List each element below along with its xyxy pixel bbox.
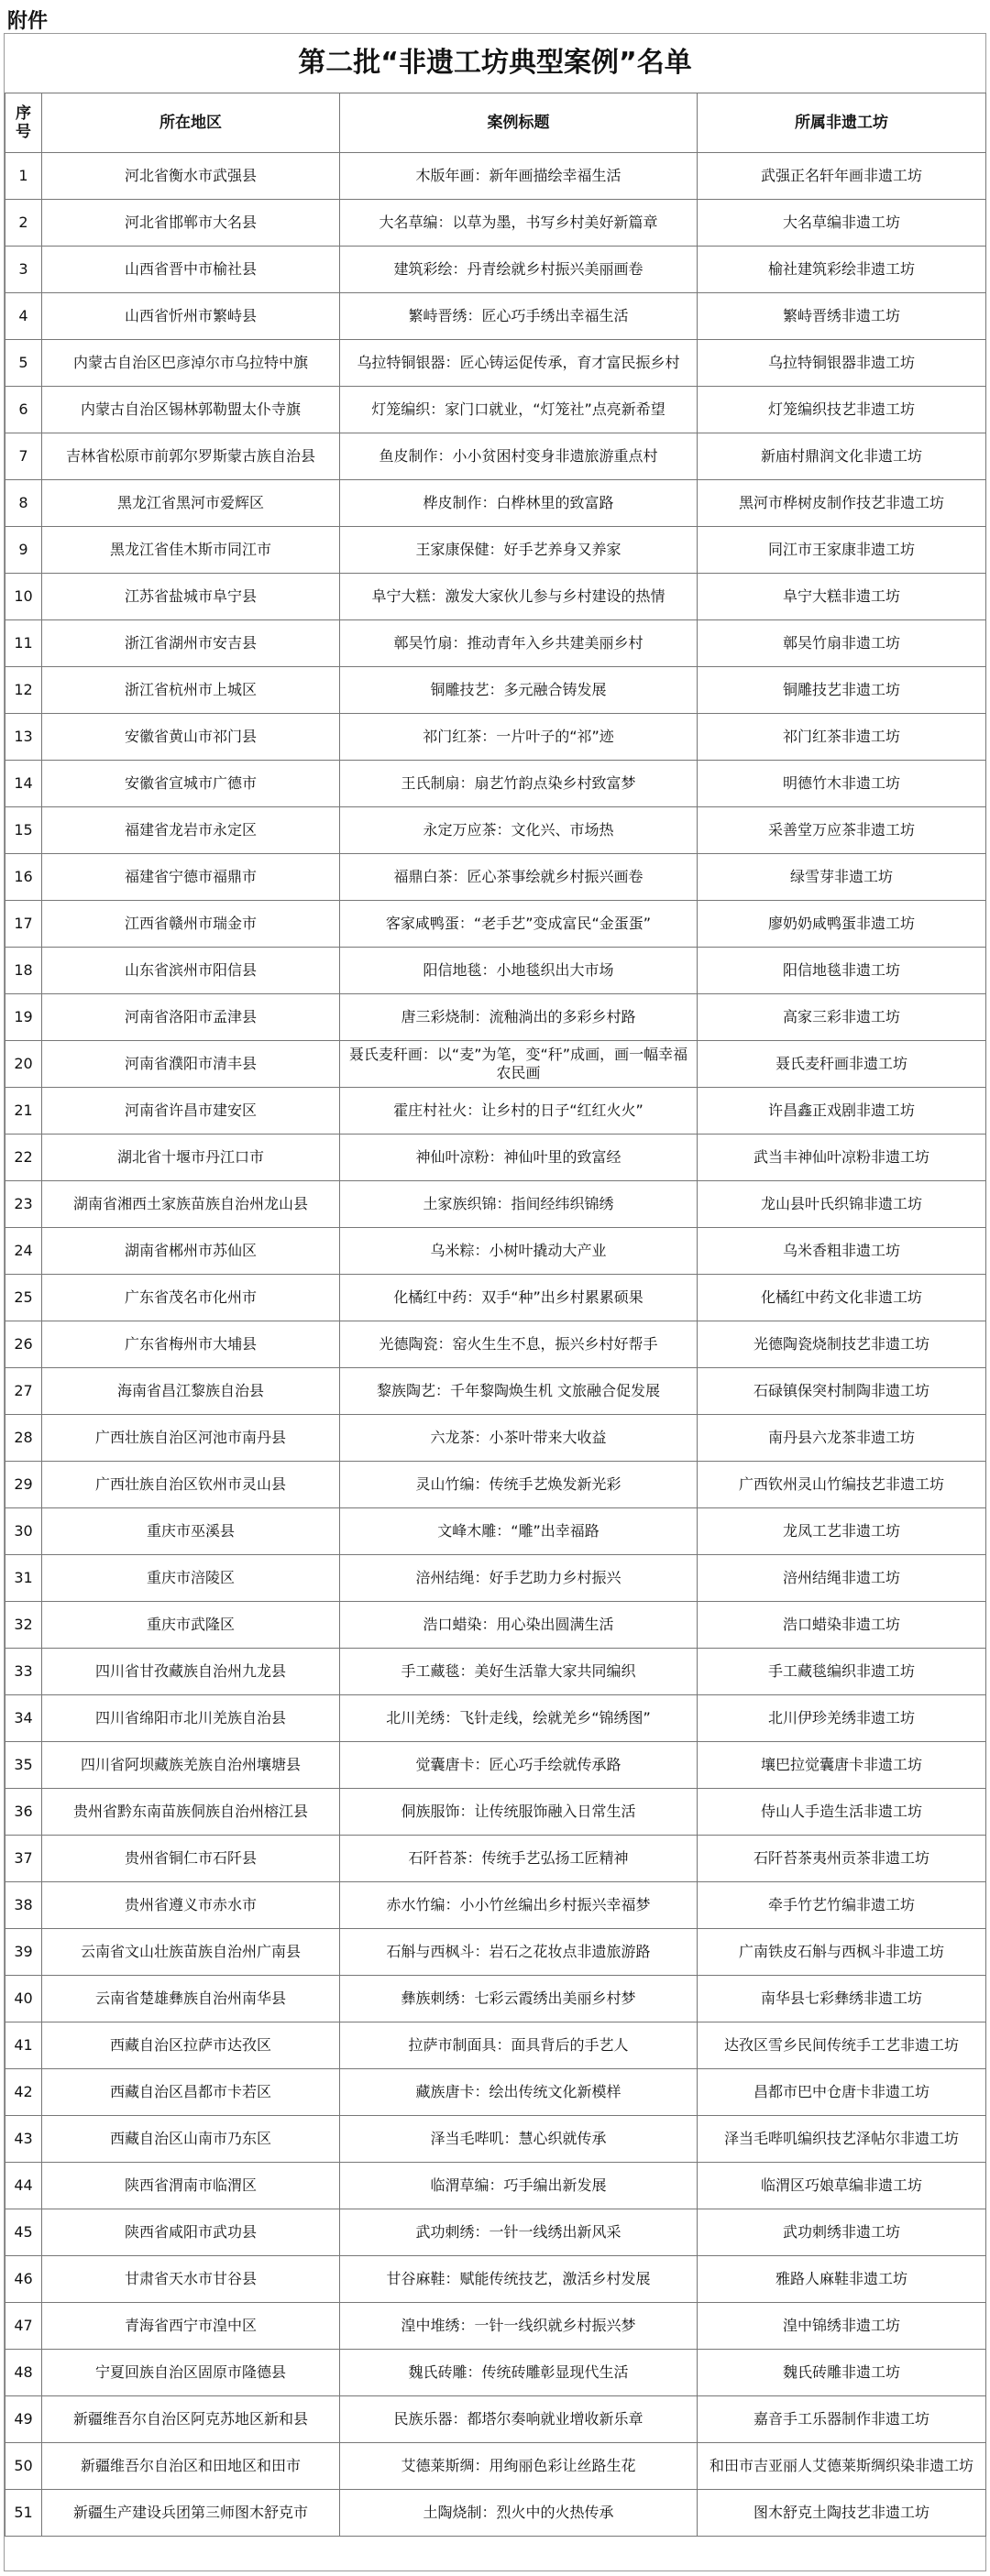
table-row: [6, 1321, 986, 1368]
table-row: [6, 387, 986, 433]
cell-case-title: 神仙叶凉粉：神仙叶里的致富经: [340, 1135, 698, 1181]
cell-no: 11: [6, 620, 42, 667]
cell-no: 37: [6, 1836, 42, 1882]
cell-workshop: 石阡苔茶夷州贡茶非遗工坊: [698, 1836, 986, 1882]
table-row: [6, 1415, 986, 1462]
cell-region: 河北省衡水市武强县: [42, 153, 340, 200]
cell-region: 山东省滨州市阳信县: [42, 948, 340, 994]
cell-no: 24: [6, 1228, 42, 1275]
cell-case-title: 王家康保健：好手艺养身又养家: [340, 527, 698, 574]
table-row: [6, 2443, 986, 2490]
table-header-row: [6, 93, 986, 153]
cell-no: 19: [6, 994, 42, 1041]
table-row: [6, 247, 986, 293]
cell-case-title: 阜宁大糕：激发大家伙儿参与乡村建设的热情: [340, 574, 698, 620]
cell-case-title: 光德陶瓷：窑火生生不息，振兴乡村好帮手: [340, 1321, 698, 1368]
cell-workshop: 达孜区雪乡民间传统手工艺非遗工坊: [698, 2022, 986, 2069]
cell-no: 35: [6, 1742, 42, 1789]
cell-no: 4: [6, 293, 42, 340]
table-row: [6, 293, 986, 340]
cell-no: 48: [6, 2350, 42, 2396]
cell-region: 四川省阿坝藏族羌族自治州壤塘县: [42, 1742, 340, 1789]
cell-region: 四川省甘孜藏族自治州九龙县: [42, 1649, 340, 1695]
cell-workshop: 涪州结绳非遗工坊: [698, 1555, 986, 1602]
cell-no: 12: [6, 667, 42, 714]
cell-no: 21: [6, 1088, 42, 1135]
cell-workshop: 大名草编非遗工坊: [698, 200, 986, 247]
cell-case-title: 大名草编：以草为墨，书写乡村美好新篇章: [340, 200, 698, 247]
cell-region: 浙江省杭州市上城区: [42, 667, 340, 714]
header-no: 序号: [6, 93, 42, 153]
table-row: [6, 1976, 986, 2022]
cell-case-title: 化橘红中药：双手“种”出乡村累累硕果: [340, 1275, 698, 1321]
cell-workshop: 化橘红中药文化非遗工坊: [698, 1275, 986, 1321]
cell-region: 陕西省渭南市临渭区: [42, 2163, 340, 2209]
cell-workshop: 昌都市巴中仓唐卡非遗工坊: [698, 2069, 986, 2116]
cell-case-title: 王氏制扇：扇艺竹韵点染乡村致富梦: [340, 761, 698, 807]
cell-no: 49: [6, 2396, 42, 2443]
cell-region: 内蒙古自治区锡林郭勒盟太仆寺旗: [42, 387, 340, 433]
cell-no: 30: [6, 1508, 42, 1555]
case-table: [5, 93, 986, 2537]
cell-workshop: 鄣吴竹扇非遗工坊: [698, 620, 986, 667]
cell-workshop: 北川伊珍羌绣非遗工坊: [698, 1695, 986, 1742]
cell-region: 青海省西宁市湟中区: [42, 2303, 340, 2350]
cell-region: 福建省龙岩市永定区: [42, 807, 340, 854]
cell-case-title: 鄣吴竹扇：推动青年入乡共建美丽乡村: [340, 620, 698, 667]
table-row: [6, 1088, 986, 1135]
table-row: [6, 854, 986, 901]
cell-case-title: 木版年画：新年画描绘幸福生活: [340, 153, 698, 200]
table-row: [6, 1742, 986, 1789]
cell-region: 西藏自治区昌都市卡若区: [42, 2069, 340, 2116]
cell-no: 27: [6, 1368, 42, 1415]
cell-region: 西藏自治区山南市乃东区: [42, 2116, 340, 2163]
cell-region: 湖南省郴州市苏仙区: [42, 1228, 340, 1275]
cell-workshop: 广西钦州灵山竹编技艺非遗工坊: [698, 1462, 986, 1508]
cell-region: 重庆市巫溪县: [42, 1508, 340, 1555]
cell-case-title: 北川羌绣：飞针走线，绘就羌乡“锦绣图”: [340, 1695, 698, 1742]
cell-case-title: 建筑彩绘：丹青绘就乡村振兴美丽画卷: [340, 247, 698, 293]
table-row: [6, 761, 986, 807]
table-row: [6, 1135, 986, 1181]
cell-workshop: 阳信地毯非遗工坊: [698, 948, 986, 994]
cell-case-title: 魏氏砖雕：传统砖雕彰显现代生活: [340, 2350, 698, 2396]
cell-case-title: 土陶烧制：烈火中的火热传承: [340, 2490, 698, 2537]
cell-region: 贵州省遵义市赤水市: [42, 1882, 340, 1929]
cell-region: 云南省楚雄彝族自治州南华县: [42, 1976, 340, 2022]
cell-case-title: 石斛与西枫斗：岩石之花妆点非遗旅游路: [340, 1929, 698, 1976]
cell-case-title: 铜雕技艺：多元融合铸发展: [340, 667, 698, 714]
cell-case-title: 临渭草编：巧手编出新发展: [340, 2163, 698, 2209]
table-row: [6, 1181, 986, 1228]
cell-workshop: 石碌镇保突村制陶非遗工坊: [698, 1368, 986, 1415]
cell-workshop: 南丹县六龙茶非遗工坊: [698, 1415, 986, 1462]
cell-case-title: 浩口蜡染：用心染出圆满生活: [340, 1602, 698, 1649]
cell-case-title: 阳信地毯：小地毯织出大市场: [340, 948, 698, 994]
cell-region: 广东省梅州市大埔县: [42, 1321, 340, 1368]
table-row: [6, 1462, 986, 1508]
cell-case-title: 石阡苔茶：传统手艺弘扬工匠精神: [340, 1836, 698, 1882]
cell-no: 8: [6, 480, 42, 527]
cell-workshop: 广南铁皮石斛与西枫斗非遗工坊: [698, 1929, 986, 1976]
cell-case-title: 湟中堆绣：一针一线织就乡村振兴梦: [340, 2303, 698, 2350]
cell-case-title: 聂氏麦秆画：以“麦”为笔，变“秆”成画，画一幅幸福农民画: [340, 1041, 698, 1088]
table-row: [6, 433, 986, 480]
cell-case-title: 黎族陶艺：千年黎陶焕生机 文旅融合促发展: [340, 1368, 698, 1415]
cell-no: 18: [6, 948, 42, 994]
table-row: [6, 667, 986, 714]
cell-workshop: 明德竹木非遗工坊: [698, 761, 986, 807]
cell-region: 浙江省湖州市安吉县: [42, 620, 340, 667]
cell-case-title: 泽当毛哔叽：慧心织就传承: [340, 2116, 698, 2163]
cell-no: 9: [6, 527, 42, 574]
cell-region: 贵州省铜仁市石阡县: [42, 1836, 340, 1882]
cell-region: 内蒙古自治区巴彦淖尔市乌拉特中旗: [42, 340, 340, 387]
table-row: [6, 2163, 986, 2209]
table-row: [6, 1555, 986, 1602]
cell-case-title: 赤水竹编：小小竹丝编出乡村振兴幸福梦: [340, 1882, 698, 1929]
table-row: [6, 574, 986, 620]
table-row: [6, 1789, 986, 1836]
cell-no: 44: [6, 2163, 42, 2209]
cell-region: 甘肃省天水市甘谷县: [42, 2256, 340, 2303]
table-row: [6, 527, 986, 574]
cell-case-title: 永定万应茶：文化兴、市场热: [340, 807, 698, 854]
cell-case-title: 藏族唐卡：绘出传统文化新模样: [340, 2069, 698, 2116]
cell-case-title: 涪州结绳：好手艺助力乡村振兴: [340, 1555, 698, 1602]
cell-no: 16: [6, 854, 42, 901]
table-body: [6, 153, 986, 2537]
cell-workshop: 铜雕技艺非遗工坊: [698, 667, 986, 714]
cell-region: 湖南省湘西土家族苗族自治州龙山县: [42, 1181, 340, 1228]
table-row: [6, 1228, 986, 1275]
cell-workshop: 临渭区巧娘草编非遗工坊: [698, 2163, 986, 2209]
cell-no: 28: [6, 1415, 42, 1462]
cell-region: 四川省绵阳市北川羌族自治县: [42, 1695, 340, 1742]
page-title: 第二批“非遗工坊典型案例”名单: [5, 34, 985, 93]
cell-case-title: 桦皮制作：白桦林里的致富路: [340, 480, 698, 527]
cell-workshop: 泽当毛哔叽编织技艺泽帖尔非遗工坊: [698, 2116, 986, 2163]
cell-no: 14: [6, 761, 42, 807]
table-row: [6, 2116, 986, 2163]
cell-case-title: 霍庄村社火：让乡村的日子“红红火火”: [340, 1088, 698, 1135]
cell-no: 1: [6, 153, 42, 200]
cell-workshop: 牵手竹艺竹编非遗工坊: [698, 1882, 986, 1929]
cell-region: 江苏省盐城市阜宁县: [42, 574, 340, 620]
header-workshop: 所属非遗工坊: [698, 93, 986, 153]
cell-region: 云南省文山壮族苗族自治州广南县: [42, 1929, 340, 1976]
cell-region: 黑龙江省黑河市爱辉区: [42, 480, 340, 527]
header-region: 所在地区: [42, 93, 340, 153]
table-row: [6, 714, 986, 761]
cell-case-title: 客家咸鸭蛋：“老手艺”变成富民“金蛋蛋”: [340, 901, 698, 948]
cell-case-title: 六龙茶：小茶叶带来大收益: [340, 1415, 698, 1462]
cell-case-title: 灵山竹编：传统手艺焕发新光彩: [340, 1462, 698, 1508]
cell-region: 河南省洛阳市孟津县: [42, 994, 340, 1041]
attachment-label: 附件: [7, 10, 49, 33]
cell-region: 福建省宁德市福鼎市: [42, 854, 340, 901]
cell-no: 43: [6, 2116, 42, 2163]
cell-workshop: 许昌鑫正戏剧非遗工坊: [698, 1088, 986, 1135]
cell-workshop: 湟中锦绣非遗工坊: [698, 2303, 986, 2350]
cell-workshop: 乌米香粗非遗工坊: [698, 1228, 986, 1275]
cell-workshop: 手工藏毯编织非遗工坊: [698, 1649, 986, 1695]
roster-sheet: [4, 33, 986, 2571]
cell-workshop: 南华县七彩彝绣非遗工坊: [698, 1976, 986, 2022]
cell-workshop: 嘉音手工乐器制作非遗工坊: [698, 2396, 986, 2443]
cell-case-title: 民族乐器：都塔尔奏响就业增收新乐章: [340, 2396, 698, 2443]
table-row: [6, 2490, 986, 2537]
cell-workshop: 浩口蜡染非遗工坊: [698, 1602, 986, 1649]
cell-no: 29: [6, 1462, 42, 1508]
cell-no: 38: [6, 1882, 42, 1929]
cell-region: 河南省许昌市建安区: [42, 1088, 340, 1135]
table-row: [6, 1508, 986, 1555]
cell-case-title: 祁门红茶：一片叶子的“祁”迹: [340, 714, 698, 761]
cell-region: 西藏自治区拉萨市达孜区: [42, 2022, 340, 2069]
cell-case-title: 侗族服饰：让传统服饰融入日常生活: [340, 1789, 698, 1836]
cell-region: 安徽省黄山市祁门县: [42, 714, 340, 761]
cell-no: 32: [6, 1602, 42, 1649]
table-row: [6, 1368, 986, 1415]
cell-workshop: 廖奶奶咸鸭蛋非遗工坊: [698, 901, 986, 948]
cell-no: 36: [6, 1789, 42, 1836]
cell-no: 22: [6, 1135, 42, 1181]
cell-case-title: 拉萨市制面具：面具背后的手艺人: [340, 2022, 698, 2069]
cell-case-title: 福鼎白茶：匠心茶事绘就乡村振兴画卷: [340, 854, 698, 901]
table-row: [6, 1929, 986, 1976]
table-row: [6, 153, 986, 200]
cell-case-title: 彝族刺绣：七彩云霞绣出美丽乡村梦: [340, 1976, 698, 2022]
cell-region: 新疆生产建设兵团第三师图木舒克市: [42, 2490, 340, 2537]
cell-workshop: 榆社建筑彩绘非遗工坊: [698, 247, 986, 293]
cell-workshop: 高家三彩非遗工坊: [698, 994, 986, 1041]
cell-workshop: 武功刺绣非遗工坊: [698, 2209, 986, 2256]
cell-no: 7: [6, 433, 42, 480]
cell-case-title: 乌拉特铜银器：匠心铸运促传承，育才富民振乡村: [340, 340, 698, 387]
cell-region: 黑龙江省佳木斯市同江市: [42, 527, 340, 574]
cell-workshop: 武强正名轩年画非遗工坊: [698, 153, 986, 200]
cell-region: 新疆维吾尔自治区和田地区和田市: [42, 2443, 340, 2490]
cell-case-title: 灯笼编织：家门口就业，“灯笼社”点亮新希望: [340, 387, 698, 433]
cell-workshop: 雅路人麻鞋非遗工坊: [698, 2256, 986, 2303]
table-row: [6, 2303, 986, 2350]
cell-no: 40: [6, 1976, 42, 2022]
cell-no: 20: [6, 1041, 42, 1088]
table-row: [6, 620, 986, 667]
cell-no: 39: [6, 1929, 42, 1976]
cell-no: 41: [6, 2022, 42, 2069]
table-row: [6, 1649, 986, 1695]
cell-no: 47: [6, 2303, 42, 2350]
table-row: [6, 2209, 986, 2256]
header-case-title: 案例标题: [340, 93, 698, 153]
cell-case-title: 艾德莱斯绸：用绚丽色彩让丝路生花: [340, 2443, 698, 2490]
cell-workshop: 侍山人手造生活非遗工坊: [698, 1789, 986, 1836]
table-row: [6, 200, 986, 247]
cell-case-title: 繁峙晋绣：匠心巧手绣出幸福生活: [340, 293, 698, 340]
table-row: [6, 1695, 986, 1742]
cell-no: 34: [6, 1695, 42, 1742]
cell-region: 海南省昌江黎族自治县: [42, 1368, 340, 1415]
cell-workshop: 龙山县叶氏织锦非遗工坊: [698, 1181, 986, 1228]
cell-workshop: 乌拉特铜银器非遗工坊: [698, 340, 986, 387]
cell-case-title: 文峰木雕：“雕”出幸福路: [340, 1508, 698, 1555]
cell-case-title: 武功刺绣：一针一线绣出新风采: [340, 2209, 698, 2256]
cell-case-title: 手工藏毯：美好生活靠大家共同编织: [340, 1649, 698, 1695]
cell-no: 51: [6, 2490, 42, 2537]
cell-no: 23: [6, 1181, 42, 1228]
cell-no: 2: [6, 200, 42, 247]
table-row: [6, 1275, 986, 1321]
cell-region: 河北省邯郸市大名县: [42, 200, 340, 247]
cell-no: 3: [6, 247, 42, 293]
cell-region: 重庆市武隆区: [42, 1602, 340, 1649]
cell-workshop: 壤巴拉觉囊唐卡非遗工坊: [698, 1742, 986, 1789]
table-row: [6, 2256, 986, 2303]
cell-no: 26: [6, 1321, 42, 1368]
cell-no: 13: [6, 714, 42, 761]
cell-no: 45: [6, 2209, 42, 2256]
cell-workshop: 祁门红茶非遗工坊: [698, 714, 986, 761]
cell-workshop: 繁峙晋绣非遗工坊: [698, 293, 986, 340]
table-row: [6, 994, 986, 1041]
cell-region: 山西省忻州市繁峙县: [42, 293, 340, 340]
table-row: [6, 480, 986, 527]
cell-no: 17: [6, 901, 42, 948]
cell-region: 陕西省咸阳市武功县: [42, 2209, 340, 2256]
cell-workshop: 绿雪芽非遗工坊: [698, 854, 986, 901]
table-row: [6, 901, 986, 948]
table-row: [6, 2396, 986, 2443]
cell-case-title: 土家族织锦：指间经纬织锦绣: [340, 1181, 698, 1228]
cell-case-title: 觉囊唐卡：匠心巧手绘就传承路: [340, 1742, 698, 1789]
table-row: [6, 807, 986, 854]
cell-no: 46: [6, 2256, 42, 2303]
table-row: [6, 1602, 986, 1649]
cell-region: 重庆市涪陵区: [42, 1555, 340, 1602]
table-row: [6, 1882, 986, 1929]
cell-no: 42: [6, 2069, 42, 2116]
cell-workshop: 采善堂万应茶非遗工坊: [698, 807, 986, 854]
cell-region: 吉林省松原市前郭尔罗斯蒙古族自治县: [42, 433, 340, 480]
cell-no: 50: [6, 2443, 42, 2490]
cell-workshop: 魏氏砖雕非遗工坊: [698, 2350, 986, 2396]
cell-workshop: 灯笼编织技艺非遗工坊: [698, 387, 986, 433]
cell-workshop: 龙凤工艺非遗工坊: [698, 1508, 986, 1555]
cell-region: 广西壮族自治区河池市南丹县: [42, 1415, 340, 1462]
cell-region: 河南省濮阳市清丰县: [42, 1041, 340, 1088]
cell-region: 湖北省十堰市丹江口市: [42, 1135, 340, 1181]
cell-no: 10: [6, 574, 42, 620]
cell-no: 6: [6, 387, 42, 433]
table-row: [6, 2350, 986, 2396]
cell-region: 山西省晋中市榆社县: [42, 247, 340, 293]
cell-region: 广东省茂名市化州市: [42, 1275, 340, 1321]
cell-region: 江西省赣州市瑞金市: [42, 901, 340, 948]
cell-workshop: 武当丰神仙叶凉粉非遗工坊: [698, 1135, 986, 1181]
cell-workshop: 黑河市桦树皮制作技艺非遗工坊: [698, 480, 986, 527]
table-row: [6, 2022, 986, 2069]
cell-no: 25: [6, 1275, 42, 1321]
cell-workshop: 图木舒克土陶技艺非遗工坊: [698, 2490, 986, 2537]
cell-no: 15: [6, 807, 42, 854]
table-row: [6, 948, 986, 994]
cell-workshop: 同江市王家康非遗工坊: [698, 527, 986, 574]
cell-region: 宁夏回族自治区固原市隆德县: [42, 2350, 340, 2396]
cell-no: 5: [6, 340, 42, 387]
cell-workshop: 聂氏麦秆画非遗工坊: [698, 1041, 986, 1088]
cell-region: 新疆维吾尔自治区阿克苏地区新和县: [42, 2396, 340, 2443]
cell-workshop: 阜宁大糕非遗工坊: [698, 574, 986, 620]
cell-workshop: 和田市吉亚丽人艾德莱斯绸织染非遗工坊: [698, 2443, 986, 2490]
cell-case-title: 乌米粽：小树叶撬动大产业: [340, 1228, 698, 1275]
cell-case-title: 甘谷麻鞋：赋能传统技艺，激活乡村发展: [340, 2256, 698, 2303]
cell-case-title: 唐三彩烧制：流釉淌出的多彩乡村路: [340, 994, 698, 1041]
cell-region: 贵州省黔东南苗族侗族自治州榕江县: [42, 1789, 340, 1836]
table-row: [6, 340, 986, 387]
cell-region: 广西壮族自治区钦州市灵山县: [42, 1462, 340, 1508]
table-row: [6, 1836, 986, 1882]
cell-no: 33: [6, 1649, 42, 1695]
cell-case-title: 鱼皮制作：小小贫困村变身非遗旅游重点村: [340, 433, 698, 480]
cell-workshop: 光德陶瓷烧制技艺非遗工坊: [698, 1321, 986, 1368]
cell-region: 安徽省宣城市广德市: [42, 761, 340, 807]
cell-workshop: 新庙村鼎润文化非遗工坊: [698, 433, 986, 480]
table-row: [6, 1041, 986, 1088]
cell-no: 31: [6, 1555, 42, 1602]
table-row: [6, 2069, 986, 2116]
